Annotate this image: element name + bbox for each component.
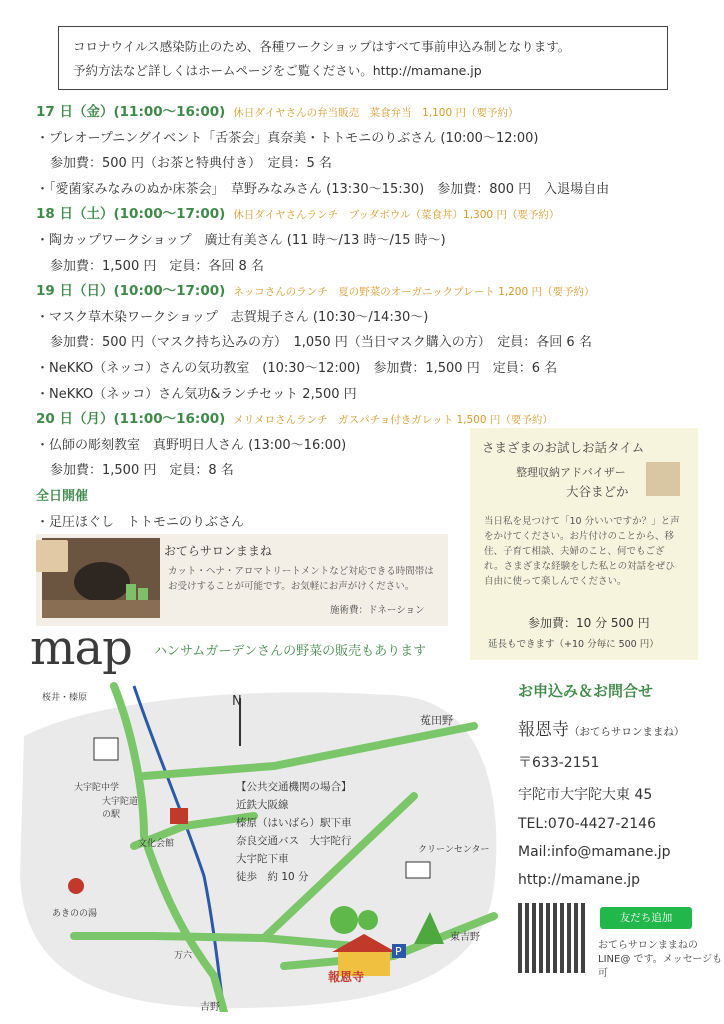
transit-line-5: 徒歩 約 10 分 [236,871,309,883]
day-date: 18 日（土）(10:00〜17:00) [36,206,226,223]
transit-info [236,778,352,886]
schedule-row [36,254,716,280]
event-item: ・「愛菌家みなみのぬか床茶会」 草野みなみさん (13:30〜15:30) 参加費：800 円 入退場自由 [36,181,610,197]
salon-fee: 施術費：ドネーション [330,605,425,616]
salon-title: おてらサロンままね [164,544,272,558]
schedule-row [36,382,716,408]
salon-box [36,534,448,626]
event-fee: 参加費：500 円（お茶と特典付き） 定員：5 名 [50,156,332,172]
map-label-ueda: 菟田野 [420,714,453,727]
event-item: ・NeKKO（ネッコ）さんの気功教室 (10:30〜12:00) 参加費：1,500 円 定員：6 名 [36,360,558,376]
temple-note: （おてらサロンままね） [569,726,685,738]
map-label-station: 大宇陀道の駅 [102,797,139,820]
map-label-yoshino: 吉野 [200,1002,220,1013]
map-label-bunka: 文化会館 [138,839,175,849]
transit-line-2: 榛原（はいばら）駅下車 [236,817,352,829]
transit-title: 【公共交通機関の場合】 [236,781,352,793]
line-text: おてらサロンままねの LINE@ です。メッセージも可 [598,940,723,979]
contact-zip: 〒633-2151 [518,755,600,771]
schedule-row [36,151,716,177]
advisor-photo [646,462,680,496]
talk-note: 延長もできます（+10 分毎に 500 円） [488,639,659,650]
map-label-akino: あきのの湯 [52,909,98,919]
north-indicator: N [232,694,242,709]
event-item: ・陶カップワークショップ 廣辻有美さん (11 時〜/13 時〜/15 時〜) [36,232,446,248]
contact-web[interactable]: http://mamane.jp [518,872,641,888]
schedule-row [36,177,716,203]
map-label-higashi: 東吉野 [450,932,480,943]
talk-body: 当日私を見つけて「10 分いいですか？」と声をかけてください。お片付けのことから、移住、子育て相談、夫婦のこと、何でもござれ。さまざまな経験をした私との対話をぜひ自由に使って楽しんでください。 [484,516,680,587]
event-fee: 参加費：500 円（マスク持ち込みの方） 1,050 円（当日マスク購入の方） 定員：各回 6 名 [50,335,592,351]
svg-text:P: P [395,945,402,958]
map-title: map [30,620,132,676]
event-fee: 参加費：1,500 円 定員：8 名 [50,463,234,479]
map-label-sakurai: 桜井・榛原 [42,693,88,703]
event-item: ・マスク草木染ワークショップ 志賀規子さん (10:30〜/14:30〜) [36,309,429,325]
schedule-row [36,126,716,152]
day-lunch: ネッコさんのランチ 夏の野菜のオーガニックプレート 1,200 円（要予約） [233,286,595,299]
schedule-day-header [36,100,716,126]
talk-time-box [470,428,698,660]
salon-avatar [36,540,68,572]
talk-title: さまざまのお試しお話タイム [482,440,645,455]
event-fee: 参加費：1,500 円 定員：各回 8 名 [50,258,264,274]
schedule-row [36,305,716,331]
contact-mail[interactable]: Mail:info@mamane.jp [518,844,671,860]
transit-line-4: 大宇陀下車 [236,853,289,865]
day-date: 20 日（月）(11:00〜16:00) [36,411,226,428]
event-item: ・NeKKO（ネッコ）さん気功&ランチセット 2,500 円 [36,386,357,402]
event-item: ・足圧ほぐし トトモニのりぶさん [36,514,245,530]
notice-line-1: コロナウイルス感染防止のため、各種ワークショップはすべて事前申込み制となります。 [73,39,571,54]
talk-fee: 参加費：10 分 500 円 [528,616,650,630]
day-date: 19 日（日）(10:00〜17:00) [36,283,226,300]
day-lunch: メリメロさんランチ ガスパチョ付きガレット 1,500 円（要予約） [233,414,553,427]
schedule-day-header [36,279,716,305]
schedule-row [36,228,716,254]
map-subtitle: ハンサムガーデンさんの野菜の販売もあります [154,644,427,659]
transit-line-1: 近鉄大阪線 [236,799,289,811]
schedule-row [36,330,716,356]
schedule-day-header [36,202,716,228]
event-item: ・プレオープニングイベント「舌茶会」真奈美・トトモニのりぶさん (10:00〜12:00) [36,130,539,146]
contact-title: お申込み＆お問合せ [518,682,654,700]
day-date: 17 日（金）(11:00〜16:00) [36,104,226,120]
allday-heading: 全日開催 [36,488,89,504]
event-item: ・仏師の彫刻教室 真野明日人さん (13:00〜16:00) [36,437,347,453]
map-label-clean: クリーンセンター [418,845,490,855]
line-add-friend-button[interactable]: 友だち追加 [600,907,692,929]
talk-name: 大谷まどか [566,484,629,499]
map-label-school: 大宇陀中学 [74,783,120,793]
salon-body: カット・ヘナ・アロマトリートメントなど対応できる時間帯はお受けすることが可能です。お気軽にお声がけください。 [168,566,434,592]
talk-role: 整理収納アドバイザー [516,466,626,479]
notice-line-2: 予約方法など詳しくはホームページをご覧ください。http://mamane.jp [73,63,482,78]
notice-box [58,26,668,90]
transit-line-3: 奈良交通バス 大宇陀行 [236,835,352,847]
contact-temple [518,715,718,740]
temple-name: 報恩寺 [518,720,569,740]
day-lunch: 休日ダイヤさんランチ ブッダボウル（菜食丼）1,300 円（要予約） [233,209,560,222]
map-label-temple: 報恩寺 [328,970,365,984]
contact-block [518,680,718,888]
map-label-manroku: 万六 [174,951,193,961]
schedule-row [36,356,716,382]
day-lunch: 休日ダイヤさんの弁当販売 菜食弁当 1,100 円（要予約） [233,107,519,119]
qr-code[interactable] [518,903,588,973]
contact-tel[interactable]: TEL:070-4427-2146 [518,816,656,832]
contact-address: 宇陀市大宇陀大東 45 [518,787,653,803]
